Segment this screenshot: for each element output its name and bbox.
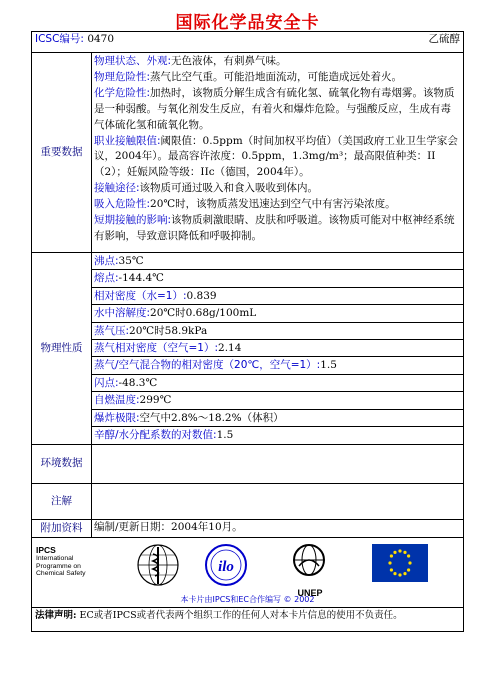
legal-label: 法律声明: [35, 610, 77, 622]
explosive-limits: 爆炸极限:空气中2.8%～18.2%（体积） [92, 410, 463, 427]
svg-text:ilo: ilo [218, 559, 234, 576]
additional-content: 编制/更新日期：2004年10月。 [92, 520, 464, 538]
exposure-limits: 职业接触限值:阈限值：0.5ppm（时间加权平均值）（美国政府工业卫生学家会议，2004年）。最高容许浓度：0.5ppm，1.3mg/m³；最高限值种类：II（2）；妊娠风险等级：IIc（德国，2004年）。 [94, 134, 458, 179]
notes-content [92, 484, 464, 520]
environment-content [92, 445, 464, 484]
icsc-value: 0470 [87, 33, 115, 45]
header-row [32, 32, 464, 53]
melting-point: 熔点:-144.4℃ [92, 270, 463, 287]
relative-density: 相对密度（水=1）:0.839 [92, 288, 463, 305]
physical-properties-label: 物理性质 [32, 253, 92, 445]
additional-row [32, 520, 464, 538]
exposure-route: 接触途径:该物质可通过吸入和食入吸收到体内。 [94, 182, 319, 195]
short-term-effects: 短期接触的影响:该物质刺激眼睛、皮肤和呼吸道。该物质可能对中枢神经系统有影响，导致意识降低和呼吸抑制。 [94, 214, 455, 242]
notes-row [32, 484, 464, 520]
icsc-number [35, 32, 114, 48]
logos-caption: 本卡片由IPCS和EC合作编写 © 2002 [180, 595, 315, 605]
environment-row [32, 445, 464, 484]
vapor-density: 蒸气相对密度（空气=1）:2.14 [92, 340, 463, 357]
environment-label: 环境数据 [32, 445, 92, 484]
water-solubility: 水中溶解度:20℃时0.68g/100mL [92, 305, 463, 322]
inhalation-risk: 吸入危险性:20℃时，该物质蒸发迅速达到空气中有害污染浓度。 [94, 198, 396, 211]
phys-hazard: 物理危险性:蒸气比空气重。可能沿地面流动，可能造成远处着火。 [94, 70, 403, 83]
eu-flag-icon [372, 544, 428, 582]
logos-row [32, 538, 464, 608]
chemical-name: 乙硫醇 [428, 33, 461, 45]
notes-label: 注解 [32, 484, 92, 520]
legal-text: EC或者IPCS或者代表两个组织工作的任何人对本卡片信息的使用不负责任。 [79, 610, 403, 622]
icsc-card [31, 31, 464, 632]
log-kow: 辛醇/水分配系数的对数值:1.5 [94, 428, 234, 441]
physical-properties-content [92, 253, 464, 445]
card-title: 国际化学品安全卡 [175, 13, 320, 33]
chem-hazard: 化学危险性:加热时，该物质分解生成含有硫化氢、硫氧化物有毒烟雾。该物质是一种弱酸。与氧化剂发生反应，有着火和爆炸危险。与强酸反应，生成有毒气体硫化氢和硫氧化物。 [94, 86, 455, 131]
ilo-emblem-icon [203, 542, 249, 588]
important-data-content [92, 53, 464, 253]
vapor-pressure: 蒸气压:20℃时58.9kPa [92, 323, 463, 340]
unep-emblem-icon [287, 542, 331, 590]
phys-state: 物理状态、外观:无色液体，有刺鼻气味。 [94, 55, 287, 67]
who-emblem-icon [135, 542, 181, 588]
flash-point: 闪点:-48.3℃ [92, 375, 463, 392]
unep-label: UNEP [297, 588, 323, 599]
logos [32, 538, 463, 607]
icsc-label: ICSC编号: [35, 33, 84, 45]
important-data-label: 重要数据 [32, 53, 92, 253]
boiling-point: 沸点:35℃ [92, 253, 463, 270]
ipcs-logo: IPCS International Programme on Chemical Safety [36, 545, 86, 578]
mixture-density: 蒸气/空气混合物的相对密度（20℃，空气=1）:1.5 [92, 357, 463, 374]
important-data-row [32, 53, 464, 253]
legal-row [32, 608, 464, 632]
autoignition-temp: 自燃温度:299℃ [92, 392, 463, 409]
physical-properties-row [32, 253, 464, 445]
additional-label: 附加资料 [32, 520, 92, 538]
